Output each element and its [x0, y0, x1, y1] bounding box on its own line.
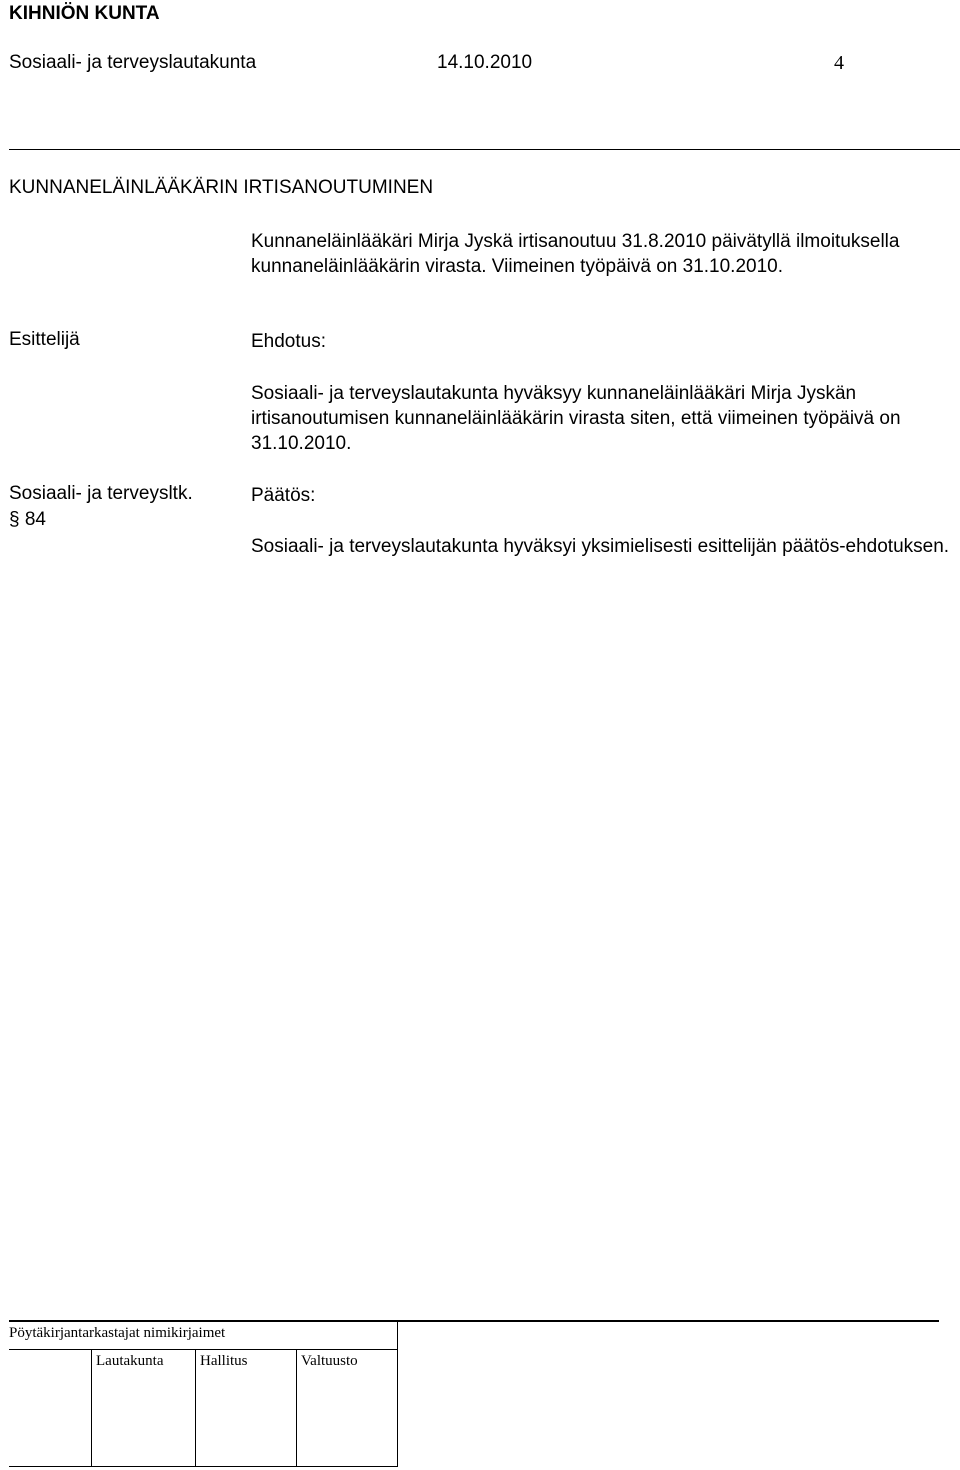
- signature-column-lautakunta: Lautakunta: [96, 1353, 164, 1369]
- signature-column-valtuusto: Valtuusto: [301, 1353, 358, 1369]
- section-reference: § 84: [9, 509, 46, 530]
- presenter-label: Esittelijä: [9, 329, 80, 350]
- decision-paragraph: Sosiaali- ja terveyslautakunta hyväksyi yksimielisesti esittelijän päätös-ehdotuksen.: [251, 536, 950, 557]
- proposal-paragraph: Sosiaali- ja terveyslautakunta hyväksyy kunnaneläinlääkäri Mirja Jyskän irtisanoutumisen kunnaneläinlääkärin virasta siten, että viimeinen työpäivä on 31.10.2010.: [251, 383, 901, 454]
- signature-footer: [9, 1320, 939, 1470]
- signature-column-hallitus: Hallitus: [200, 1353, 248, 1369]
- signature-box-divider: [9, 1349, 397, 1350]
- decision-label: Päätös:: [251, 485, 316, 506]
- signature-box: [9, 1320, 398, 1467]
- signature-column-divider: [91, 1349, 92, 1466]
- header-divider: [9, 149, 960, 150]
- page-number: 4: [834, 52, 844, 74]
- municipality-name: KIHNIÖN KUNTA: [9, 3, 160, 24]
- committee-short-name: Sosiaali- ja terveysltk.: [9, 483, 193, 504]
- header-date: 14.10.2010: [437, 52, 533, 73]
- signature-column-divider: [195, 1349, 196, 1466]
- header-committee: Sosiaali- ja terveyslautakunta: [9, 52, 257, 73]
- signature-box-title: Pöytäkirjantarkastajat nimikirjaimet: [9, 1325, 226, 1341]
- matter-heading: KUNNANELÄINLÄÄKÄRIN IRTISANOUTUMINEN: [9, 177, 434, 198]
- proposal-label: Ehdotus:: [251, 331, 326, 352]
- signature-column-divider: [296, 1349, 297, 1466]
- intro-paragraph: Kunnaneläinlääkäri Mirja Jyskä irtisanoutuu 31.8.2010 päivätyllä ilmoituksella kunnaneläinlääkärin virasta. Viimeinen työpäivä on 31.10.2010.: [251, 231, 900, 277]
